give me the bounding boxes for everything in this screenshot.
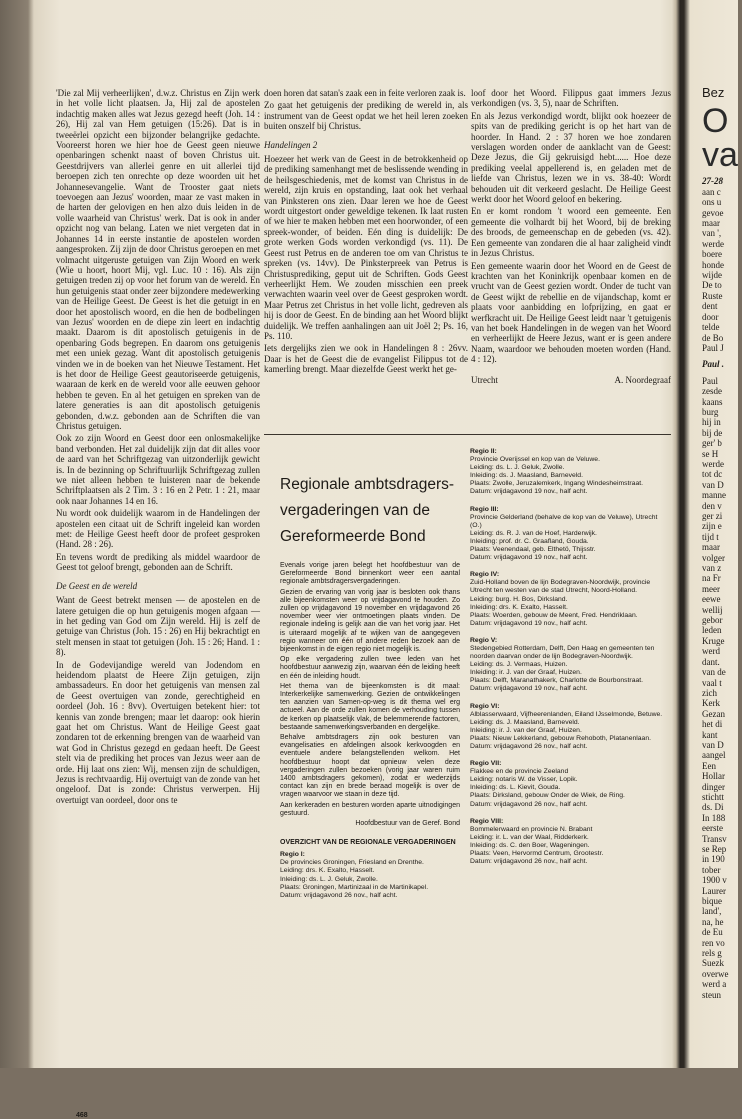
region-leiding: Leiding: ds. L. J. Geluk, Zwolle. [470, 464, 565, 472]
announcement-box [280, 444, 460, 909]
article-column-1 [56, 88, 260, 807]
facing-line: van de [702, 667, 726, 678]
facing-subhead: Paul . [702, 359, 725, 370]
region-name: Regio VII: [470, 760, 502, 768]
paragraph: Aan kerkeraden en besturen worden aparte uitnodigingen gestuurd. [280, 801, 460, 817]
facing-line: Een [702, 760, 716, 771]
facing-line: van ', [702, 228, 722, 239]
paragraph: In de Godevijandige wereld van Jodendom en heidendom plaatst de Heere Zijn getuigen, zijn ambassadeurs. En door het getuigenis van mensen zal de Geest overtuigen van zonde, gerechtigheid en oordeel (Joh. 16 : 8vv). Overtuigen betekent hier: tot kennis van zonde brengen; maar let daarop: ook hierin gaat het om Christus. Want de Heilige Geest gaat zondaren tot de erkenning brengen van de waarheid van wat God in Christus gezegd en gedaan heeft. De Geest stelt via de prediking het proces van Jezus weer aan de orde. Hij laat ons zien: Wij, mensen zijn de schuldigen, Jezus is rechtvaardig. Hij overtuigt van de zonde van het ongeloof. Dat is zonde: Christus verwerpen. Hij overtuigt van oordeel, door ons te [56, 659, 260, 805]
region-area: Zuid-Holland boven de lijn Bodegraven-Noordwijk, provincie Utrecht ten westen van de stad Utrecht, Noord-Holland. [470, 579, 651, 595]
facing-line: volger [702, 552, 725, 563]
paragraph: En tevens wordt de prediking als middel waardoor de Geest tot geloof brengt, gebonden aan de Schrift. [56, 551, 260, 573]
facing-line: meer [702, 583, 720, 594]
facing-line: van D [702, 479, 724, 490]
region-inleiding: Inleiding: drs. K. Exalto, Hasselt. [470, 603, 568, 611]
facing-line: 1900 v [702, 875, 727, 886]
article-column-2 [264, 88, 468, 377]
region-name: Regio VI: [470, 702, 500, 710]
facing-line: De to [702, 280, 722, 291]
facing-line: rels g [702, 948, 722, 959]
facing-line: dent [702, 301, 718, 312]
paragraph: Nu wordt ook duidelijk waarom in de Handelingen der apostelen een citaat uit de Schrift ingeleid kan worden met: de Heilige Geest heeft door de profeet gesproken (Hand. 28 : 26). [56, 508, 260, 550]
region-name: Regio II: [470, 448, 497, 455]
facing-line: zijn e [702, 521, 722, 532]
facing-line: eewe [702, 594, 721, 605]
facing-line: dant. [702, 656, 720, 667]
facing-line: Ruste [702, 290, 723, 301]
paragraph: Een gemeente waarin door het Woord en de Geest de krachten van het Koninkrijk openbaar komen en de vrucht van de Geest gezien wordt. Onder de tucht van de Geest wijkt de rebellie en de vijandschap, komt er plaats voor aanbidding en lofprijzing, en gaat er werfkracht uit. De Heilige Geest leidt naar 't getuigenis van het boek Handelingen in de wegen van het Woord en verheerlijkt de Heere Jezus, want er is geen andere Naam, waardoor we behouden moeten worden (Hand. 4 : 12). [471, 260, 671, 365]
region-entry [470, 760, 670, 809]
region-area: Alblasserwaard, Vijfheerenlanden, Eiland IJsselmonde, Betuwe. [470, 710, 663, 718]
region-area: Provincie Overijssel en kop van de Veluwe. [470, 456, 600, 464]
region-inleiding: Inleiding: prof. dr. C. Graafland, Gouda. [470, 537, 589, 545]
region-plaats: Plaats: Groningen, Martinizaal in de Martinikapel. [280, 883, 429, 891]
region-leiding: Leiding: drs. K. Exalto, Hasselt. [280, 867, 375, 875]
region-datum: Datum: vrijdagavond 19 nov., half acht. [470, 554, 588, 562]
region-inleiding: Inleiding: ds. J. Maasland, Barneveld. [470, 472, 583, 480]
region-entry [470, 637, 670, 694]
signature-line [471, 375, 671, 385]
facing-line: Hollar [702, 771, 725, 782]
facing-line: gebor [702, 615, 723, 626]
facing-line: Suezk [702, 958, 724, 969]
region-list-first [280, 851, 460, 900]
facing-line: se H [702, 448, 719, 459]
region-plaats: Plaats: Veen, Hervormd Centrum, Grootestr. [470, 850, 604, 858]
facing-line: tijd t [702, 531, 719, 542]
facing-line: dinger [702, 781, 725, 792]
overview-title: OVERZICHT VAN DE REGIONALE VERGADERINGEN [280, 839, 456, 847]
region-leiding: Leiding: notaris W. de Visser, Lopik. [470, 776, 578, 784]
region-entry [470, 818, 670, 867]
facing-title-a: O [702, 102, 729, 141]
facing-line: maar [702, 218, 720, 229]
region-plaats: Plaats: Woerden, gebouw de Meent, Fred. Hendriklaan. [470, 611, 638, 619]
region-plaats: Plaats: Nieuw Lekkerland, gebouw Rehoboth, Platanenlaan. [470, 734, 651, 742]
facing-line: In 188 [702, 812, 726, 823]
facing-line: het di [702, 719, 723, 730]
facing-line: se Rep [702, 844, 727, 854]
facing-line: Transv [702, 833, 727, 844]
region-name: Regio III: [470, 505, 499, 513]
facing-line: Paul [702, 375, 719, 386]
facing-page-fragment [702, 85, 742, 1000]
region-entry [470, 703, 670, 752]
facing-line: den v [702, 500, 722, 511]
article-column-3 [471, 88, 671, 385]
facing-line: bij de [702, 427, 723, 438]
region-datum: Datum: vrijdagavond 19 nov., half acht. [470, 685, 588, 693]
announcement-body [280, 562, 460, 828]
facing-header: Bez [702, 85, 725, 100]
paragraph: Hoezeer het werk van de Geest in de betrokkenheid op de prediking samenhangt met de beslissende wending in de heilsgeschiedenis, met de komst van Christus in de wereld, zijn kruis en opstanding, laat ook het verhaal van Pinksteren ons zien. Daar leren we hoe de Geest wordt uitgestort onder geweldige tekenen. Ik laat rusten of we hier te maken hebben met een hoorwonder, of een spreek-wonder, of beiden. Eén ding is duidelijk: De grote werken Gods worden verkondigd (vs. 11). De Geest rust Petrus en de anderen toe om van Christus te spreken (vs. 14vv). De Pinksterpreek van Petrus is Christusprediking, geput uit de Schriften. Gods Geest verheerlijkt Hem. We zouden misschien een preek verwachten waarin veel over de Geest gesproken wordt. Maar Petrus zet Christus in het volle licht, gedreven als hij is door de Geest. En de binding aan het Woord blijkt duidelijk. We treffen aanhalingen aan uit Joël 2; Ps. 16, Ps. 110. [264, 154, 468, 341]
facing-line: werde [702, 238, 724, 249]
paragraph: Op elke vergadering zullen twee leden van het hoofdbestuur aanwezig zijn, waarvan één de leiding heeft en één de inleiding houdt. [280, 656, 460, 680]
facing-line: aan c [702, 186, 721, 197]
facing-line: na Fr [702, 573, 721, 584]
facing-line: vaal t [702, 677, 722, 688]
paragraph: Het thema van de bijeenkomsten is dit maal: Interkerkelijke samenwerking. Gezien de ontwikkelingen ten aanzien van Samen-op-weg is dit thema wel erg actueel. Aan de orde zullen komen de verhouding tussen de kerken op plaatselijk vlak, de belemmerende factoren, bestaande samenwerkingsverbanden en dergelijke. [280, 682, 460, 731]
region-datum: Datum: vrijdagavond 26 nov., half acht. [280, 891, 398, 899]
region-datum: Datum: vrijdagavond 19 nov., half acht. [470, 488, 588, 496]
paragraph: Behalve ambtsdragers zijn ook besturen van evangelisaties en afdelingen alsook kerkvoogden en eventuele andere belangstellenden welkom. Het hoofdbestuur hoopt dat opnieuw velen deze vergaderingen zullen bezoeken (vorig jaar waren ruim 1400 ambtsdragers gekomen), zodat er wederzijds contact kan zijn en brede beraad mogelijk is over de vragen waarvoor we staan in deze tijd. [280, 734, 460, 799]
signature-author: A. Noordegraaf [614, 374, 671, 385]
region-leiding: Leiding: ds. J. Vermaas, Huizen. [470, 661, 568, 669]
facing-line: steun [702, 989, 721, 1000]
facing-line: door [702, 311, 719, 322]
facing-date: 27-28 [702, 176, 723, 187]
facing-line: gevoe [702, 207, 724, 218]
facing-line: land', [702, 906, 722, 917]
facing-line: Paul J [702, 342, 724, 353]
paragraph: En er komt rondom 't woord een gemeente. Een gemeente die volhardt bij het Woord, bij de breking des broods, de gemeenschap en de gebeden (vs. 42). Een gemeente van zondaren die al haar zaligheid vindt in Jezus Christus. [471, 206, 671, 259]
region-inleiding: Inleiding: ds. C. den Boer, Wageningen. [470, 841, 590, 849]
facing-line: tober [702, 864, 721, 875]
region-entry [470, 506, 670, 563]
facing-line: telde [702, 322, 720, 333]
region-area: De provincies Groningen, Friesland en Drenthe. [280, 859, 424, 867]
region-entry [470, 448, 670, 497]
region-leiding: Leiding: ds. J. Maasland, Barneveld. [470, 718, 580, 726]
announcement-signature: Hoofdbestuur van de Geref. Bond [355, 820, 460, 828]
facing-line: zich [702, 687, 717, 698]
facing-line: Kerk [702, 698, 720, 709]
facing-line: ger zi [702, 511, 723, 521]
facing-line: ds. Di [702, 802, 724, 813]
facing-lines-b [702, 376, 742, 1000]
facing-line: Gezan [702, 708, 725, 719]
page-number: 468 [76, 1112, 88, 1119]
region-list [470, 448, 670, 875]
facing-line: hij in [702, 417, 721, 428]
facing-line: stichtt [702, 791, 724, 802]
region-leiding: Leiding: ir. L. van der Waal, Ridderkerk. [470, 833, 589, 841]
facing-line: werd [702, 646, 720, 657]
section-heading: De Geest en de wereld [56, 580, 138, 591]
facing-line: kant [702, 729, 718, 740]
facing-line: wijde [702, 270, 722, 281]
facing-line: Kruge [702, 635, 725, 646]
facing-line: ren vo [702, 937, 725, 948]
facing-line: werde [702, 458, 724, 469]
facing-line: tot dc [702, 469, 723, 480]
paragraph: Want de Geest betrekt mensen — de apostelen en de latere getuigen die op hun getuigenis mogen afgaan — in het geding van God om Zijn wereld. Hij is zelf de getuige van Christus (Joh. 15 : 26) en Hij bekrachtigt en stelt mensen in staat tot getuigen (Joh. 15 : 26; Hand. 1 : 8). [56, 595, 260, 658]
facing-line: zesde [702, 386, 722, 397]
region-plaats: Plaats: Dirksland, gebouw Onder de Wiek, de Ring. [470, 792, 625, 800]
region-datum: Datum: vrijdagavond 26 nov., half acht. [470, 800, 588, 808]
region-datum: Datum: vrijdagavond 19 nov., half acht. [470, 619, 588, 627]
paragraph: 'Die zal Mij verheerlijken', d.w.z. Christus en Zijn werk in het volle licht plaatsen. Ja, Hij zal de apostelen indachtig maken alles wat Jezus gezegd heeft (Joh. 14 : 26), Hij zal van Hem getuigen (15:26). Dat is in tweeërlei opzicht een bijzonder belangrijke gedachte. Vooreerst horen we hier hoe de Geest geen nieuwe openbaringen schenkt naast of boven Christus uit. Geestdrijvers van allerlei genre en uit allerlei tijd beroepen zich ten onrechte op deze woorden uit het Johannesevangelie. Want de Trooster gaat niets toevoegen aan Jezus' woorden, maar ze vast maken in de harten der gelovigen en hen alzo duis leiden in de volle waarheid van Christus' werk. Dat is ook in ander opzicht nog van belang. Laten we niet vergeten dat in Johannes 14 in eerste instantie de apostelen worden aangesproken. Zij zijn de door Christus geroepen en met volmacht uitgeruste getuigen van Zijn Woord en werk (Wie u hoort, hoort Mij, vgl. Luc. 10 : 16). Als zijn getuigen treden zij op voor het forum van de wereld. En hun getuigenis staat onder zeer bijzondere medewerking van de Heilige Geest. De Geest is het die getuigt in en door het apostolisch woord, en die hen de bodbelingen van Jezus' woorden en de diepe zin leert en indachtig maakt. Daarom is dit apostolisch getuigenis in de openbaring Gods begrepen. En daarom ons getuigenis met een uniek gezag. Want dit apostolisch getuigenis vinden we in de boeken van het Nieuwe Testament. Het is het door de Heilige Geest geautoriseerde getuigenis, waaraan de kerk en de wereld voor alle eeuwen gehoor hebben te geven. En al het getuigen en spreken van de latere generaties is aan dit apostolisch getuigenis gebonden, d.w.z. gebonden aan de Schriften die van Christus getuigen. [56, 88, 260, 431]
region-inleiding: Inleiding: ds. L. Kievit, Gouda. [470, 784, 561, 792]
region-inleiding: Inleiding: ir. J. van der Graaf, Huizen. [470, 726, 582, 734]
region-inleiding: Inleiding: ds. L. J. Geluk, Zwolle. [280, 875, 378, 883]
facing-line: na, he [702, 916, 724, 927]
facing-line: ons u [702, 197, 722, 208]
announcement-title: Regionale ambtsdragers-vergaderingen van de Gereformeerde Bond [280, 476, 455, 545]
paragraph: Zo gaat het getuigenis der prediking de wereld in, als instrument van de Geest opdat we het heil leren zoeken buiten onszelf bij Christus. [264, 100, 468, 132]
paragraph: Gezien de ervaring van vorig jaar is besloten ook thans alle bijeenkomsten weer op vrijdagavond te houden. Zo zullen op vrijdagavond 19 november en vrijdagavond 26 november weer vier ontmoetingen plaats vinden. De regionale indeling is gelijk aan die van het vorig jaar. Het is uiteraard mogelijk af te wijken van de aangegeven regio wanneer om één of andere reden bezoek aan de bijeenkomst in de eigen regio niet mogelijk is. [280, 588, 460, 654]
facing-line: bique [702, 896, 722, 907]
facing-line: kaans [702, 396, 723, 407]
region-plaats: Plaats: Delft, Maranathakerk, Charlotte de Bourbonstraat. [470, 677, 644, 685]
facing-line: in 190 [702, 854, 725, 865]
facing-line: burg [702, 406, 719, 417]
region-plaats: Plaats: Veenendaal, geb. Elthetö, Thijsstr. [470, 546, 596, 554]
region-inleiding: Inleiding: ir. J. van der Graaf, Huizen. [470, 669, 582, 677]
facing-line: de Bo [702, 332, 724, 343]
facing-line: honde [702, 259, 724, 270]
facing-line: overwe [702, 968, 729, 979]
facing-line: boere [702, 249, 722, 260]
region-name: Regio V: [470, 636, 498, 644]
facing-line: eerste [702, 823, 723, 834]
facing-title-b: va [702, 136, 738, 175]
region-name: Regio VIII: [470, 817, 504, 825]
region-entry [280, 851, 460, 900]
region-datum: Datum: vrijdagavond 26 nov., half acht. [470, 858, 588, 866]
facing-line: van D [702, 739, 724, 750]
region-leiding: Leiding: ds. R. J. van de Hoef, Harderwijk. [470, 529, 597, 537]
facing-line: Laurer [702, 885, 726, 896]
region-area: Bommelerwaard en provincie N. Brabant [470, 825, 593, 833]
facing-lines-a [702, 187, 742, 354]
paragraph: Ook zo zijn Woord en Geest door een onlosmakelijke band verbonden. Het zal duidelijk zijn dat dit alles voor de aard van het Schriftgezag van uitzonderlijk gewicht is. In de bezinning op Schriftuurlijk Schriftgezag zullen we niet alleen hebben te luisteren naar de bekende Schriftplaatsen als 2 Tim. 3 : 16 en 2 Petr. 1 : 21, maar ook naar Johannes 14 en 16. [56, 433, 260, 506]
divider-rule [264, 434, 671, 435]
paragraph: Iets dergelijks zien we ook in Handelingen 8 : 26vv. Daar is het de Geest die de evangelist Filippus tot de kamerling brengt. Maar diezelfde Geest werkt het ge- [264, 343, 468, 375]
signature-place: Utrecht [471, 374, 498, 385]
region-area: Provincie Gelderland (behalve de kop van de Veluwe), Utrecht (O.) [470, 513, 658, 529]
region-entry [470, 571, 670, 628]
facing-line: wellij [702, 604, 723, 615]
paragraph: doen horen dat satan's zaak een in feite verloren zaak is. [264, 88, 466, 98]
paragraph: loof door het Woord. Filippus gaat immers Jezus verkondigen (vs. 3, 5), naar de Schriften. [471, 88, 671, 109]
magazine-page [36, 88, 672, 1119]
region-area: Stedengebied Rotterdam, Delft, Den Haag en gemeenten ten noorden daarvan onder de lijn Bodegraven-Noordwijk. [470, 644, 655, 661]
region-area: Flakkee en de provincie Zeeland [470, 768, 569, 776]
region-leiding: Leiding: burg. H. Bos, Dirksland. [470, 595, 568, 603]
region-name: Regio IV: [470, 571, 500, 579]
facing-line: werd a [702, 979, 727, 990]
facing-line: van z [702, 563, 722, 574]
section-heading: Handelingen 2 [264, 139, 318, 150]
facing-line: ger' b [702, 438, 722, 449]
facing-line: de Eu [702, 927, 723, 938]
paragraph: Evenals vorige jaren belegt het hoofdbestuur van de Gereformeerde Bond binnenkort weer een aantal regionale ambtsdragersvergaderingen. [280, 562, 460, 586]
facing-line: manne [702, 490, 726, 501]
region-plaats: Plaats: Zwolle, Jeruzalemkerk, Ingang Windesheimstraat. [470, 480, 644, 488]
region-name: Regio I: [280, 851, 305, 859]
paragraph: En als Jezus verkondigd wordt, blijkt ook hoezeer de spits van de prediking gericht is op het hart van de hoorder. In Hand. 2 : 37 horen we hoe zondaren verslagen worden onder de aanklacht van de Geest: Deze Jezus, die Gij gekruisigd hebt...... Hoe deze prediking veelal appellerend is, en geladen met de liefde van Christus, lezen we in vs. 38-40: Wordt behouden uit dit verkeerd geslacht. De Heilige Geest werkt door het Woord geloof en bekering. [471, 110, 671, 205]
region-datum: Datum: vrijdagavond 26 nov., half acht. [470, 743, 588, 750]
facing-line: leden [702, 625, 722, 636]
facing-line: maar [702, 542, 720, 553]
facing-line: aangel [702, 750, 726, 761]
